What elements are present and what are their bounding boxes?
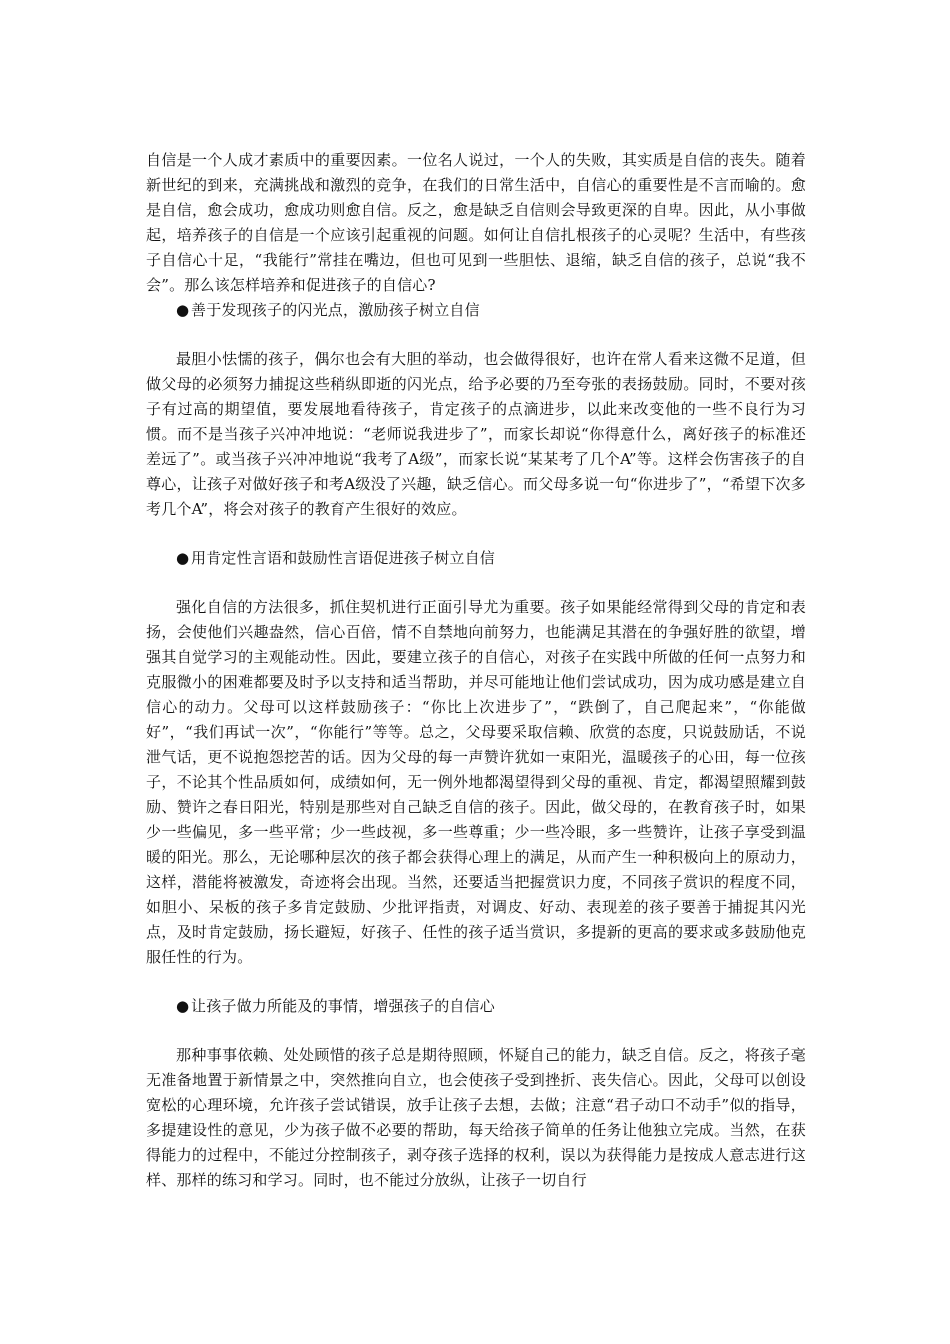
section-heading-text: 善于发现孩子的闪光点，激励孩子树立自信 <box>191 301 480 319</box>
bullet-icon: ● <box>176 301 190 319</box>
section-heading-text: 用肯定性言语和鼓励性言语促进孩子树立自信 <box>191 549 496 567</box>
spacer <box>146 571 806 595</box>
section-heading-1 <box>146 298 806 323</box>
spacer <box>146 522 806 546</box>
spacer <box>146 970 806 994</box>
section-heading-3 <box>146 994 806 1019</box>
bullet-icon: ● <box>176 549 190 567</box>
spacer <box>146 323 806 347</box>
document-page <box>146 148 806 1193</box>
section-body-1: 最胆小怯懦的孩子，偶尔也会有大胆的举动，也会做得很好，也许在常人看来这微不足道，但做父母的必须努力捕捉这些稍纵即逝的闪光点，给予必要的乃至夸张的表扬鼓励。同时，不要对孩子有过高的期望值，要发展地看待孩子，肯定孩子的点滴进步，以此来改变他的一些不良行为习惯。而不是当孩子兴冲冲地说：“老师说我进步了”，而家长却说“你得意什么，离好孩子的标准还差远了”。或当孩子兴冲冲地说“我考了A级”，而家长说“某某考了几个A”等。这样会伤害孩子的自尊心，让孩子对做好孩子和考A级没了兴趣，缺乏信心。而父母多说一句“你进步了”，“希望下次多考几个A”，将会对孩子的教育产生很好的效应。 <box>146 350 806 518</box>
section-heading-2 <box>146 546 806 571</box>
intro-paragraph: 自信是一个人成才素质中的重要因素。一位名人说过，一个人的失败，其实质是自信的丧失。随着新世纪的到来，充满挑战和激烈的竞争，在我们的日常生活中，自信心的重要性是不言而喻的。愈是自信，愈会成功，愈成功则愈自信。反之，愈是缺乏自信则会导致更深的自卑。因此，从小事做起，培养孩子的自信是一个应该引起重视的问题。如何让自信扎根孩子的心灵呢？生活中，有些孩子自信心十足，“我能行”常挂在嘴边，但也可见到一些胆怯、退缩，缺乏自信的孩子，总说“我不会”。那么该怎样培养和促进孩子的自信心? <box>146 151 806 294</box>
spacer <box>146 1019 806 1043</box>
section-body-2: 强化自信的方法很多，抓住契机进行正面引导尤为重要。孩子如果能经常得到父母的肯定和表扬，会使他们兴趣盎然，信心百倍，情不自禁地向前努力，也能满足其潜在的争强好胜的欲望，增强其自觉学习的主观能动性。因此，要建立孩子的自信心，对孩子在实践中所做的任何一点努力和克服微小的困难都要及时予以支持和适当帮助，并尽可能地让他们尝试成功，因为成功感是建立自信心的动力。父母可以这样鼓励孩子：“你比上次进步了”，“跌倒了，自己爬起来”，“你能做好”，“我们再试一次”，“你能行”等等。总之，父母要采取信赖、欣赏的态度，只说鼓励话，不说泄气话，更不说抱怨挖苦的话。因为父母的每一声赞许犹如一束阳光，温暖孩子的心田，每一位孩子，不论其个性品质如何，成绩如何，无一例外地都渴望得到父母的重视、肯定，都渴望照耀到鼓励、赞许之春日阳光，特别是那些对自己缺乏自信的孩子。因此，做父母的，在教育孩子时，如果少一些偏见，多一些平常；少一些歧视，多一些尊重；少一些冷眼，多一些赞许，让孩子享受到温暖的阳光。那么，无论哪种层次的孩子都会获得心理上的满足，从而产生一种积极向上的原动力，这样，潜能将被激发，奇迹将会出现。当然，还要适当把握赏识力度，不同孩子赏识的程度不同，如胆小、呆板的孩子多肯定鼓励、少批评指责，对调皮、好动、表现差的孩子要善于捕捉其闪光点，及时肯定鼓励，扬长避短，好孩子、任性的孩子适当赏识，多提新的更高的要求或多鼓励他克服任性的行为。 <box>146 598 806 966</box>
bullet-icon: ● <box>176 997 190 1015</box>
section-heading-text: 让孩子做力所能及的事情，增强孩子的自信心 <box>191 997 496 1015</box>
section-body-3: 那种事事依赖、处处顾惜的孩子总是期待照顾，怀疑自己的能力，缺乏自信。反之，将孩子毫无准备地置于新情景之中，突然推向自立，也会使孩子受到挫折、丧失信心。因此，父母可以创设宽松的心理环境，允许孩子尝试错误，放手让孩子去想，去做；注意“君子动口不动手”似的指导，多提建设性的意见，少为孩子做不必要的帮助，每天给孩子简单的任务让他独立完成。当然，在获得能力的过程中，不能过分控制孩子，剥夺孩子选择的权利，误以为获得能力是按成人意志进行这样、那样的练习和学习。同时，也不能过分放纵，让孩子一切自行 <box>146 1046 806 1189</box>
